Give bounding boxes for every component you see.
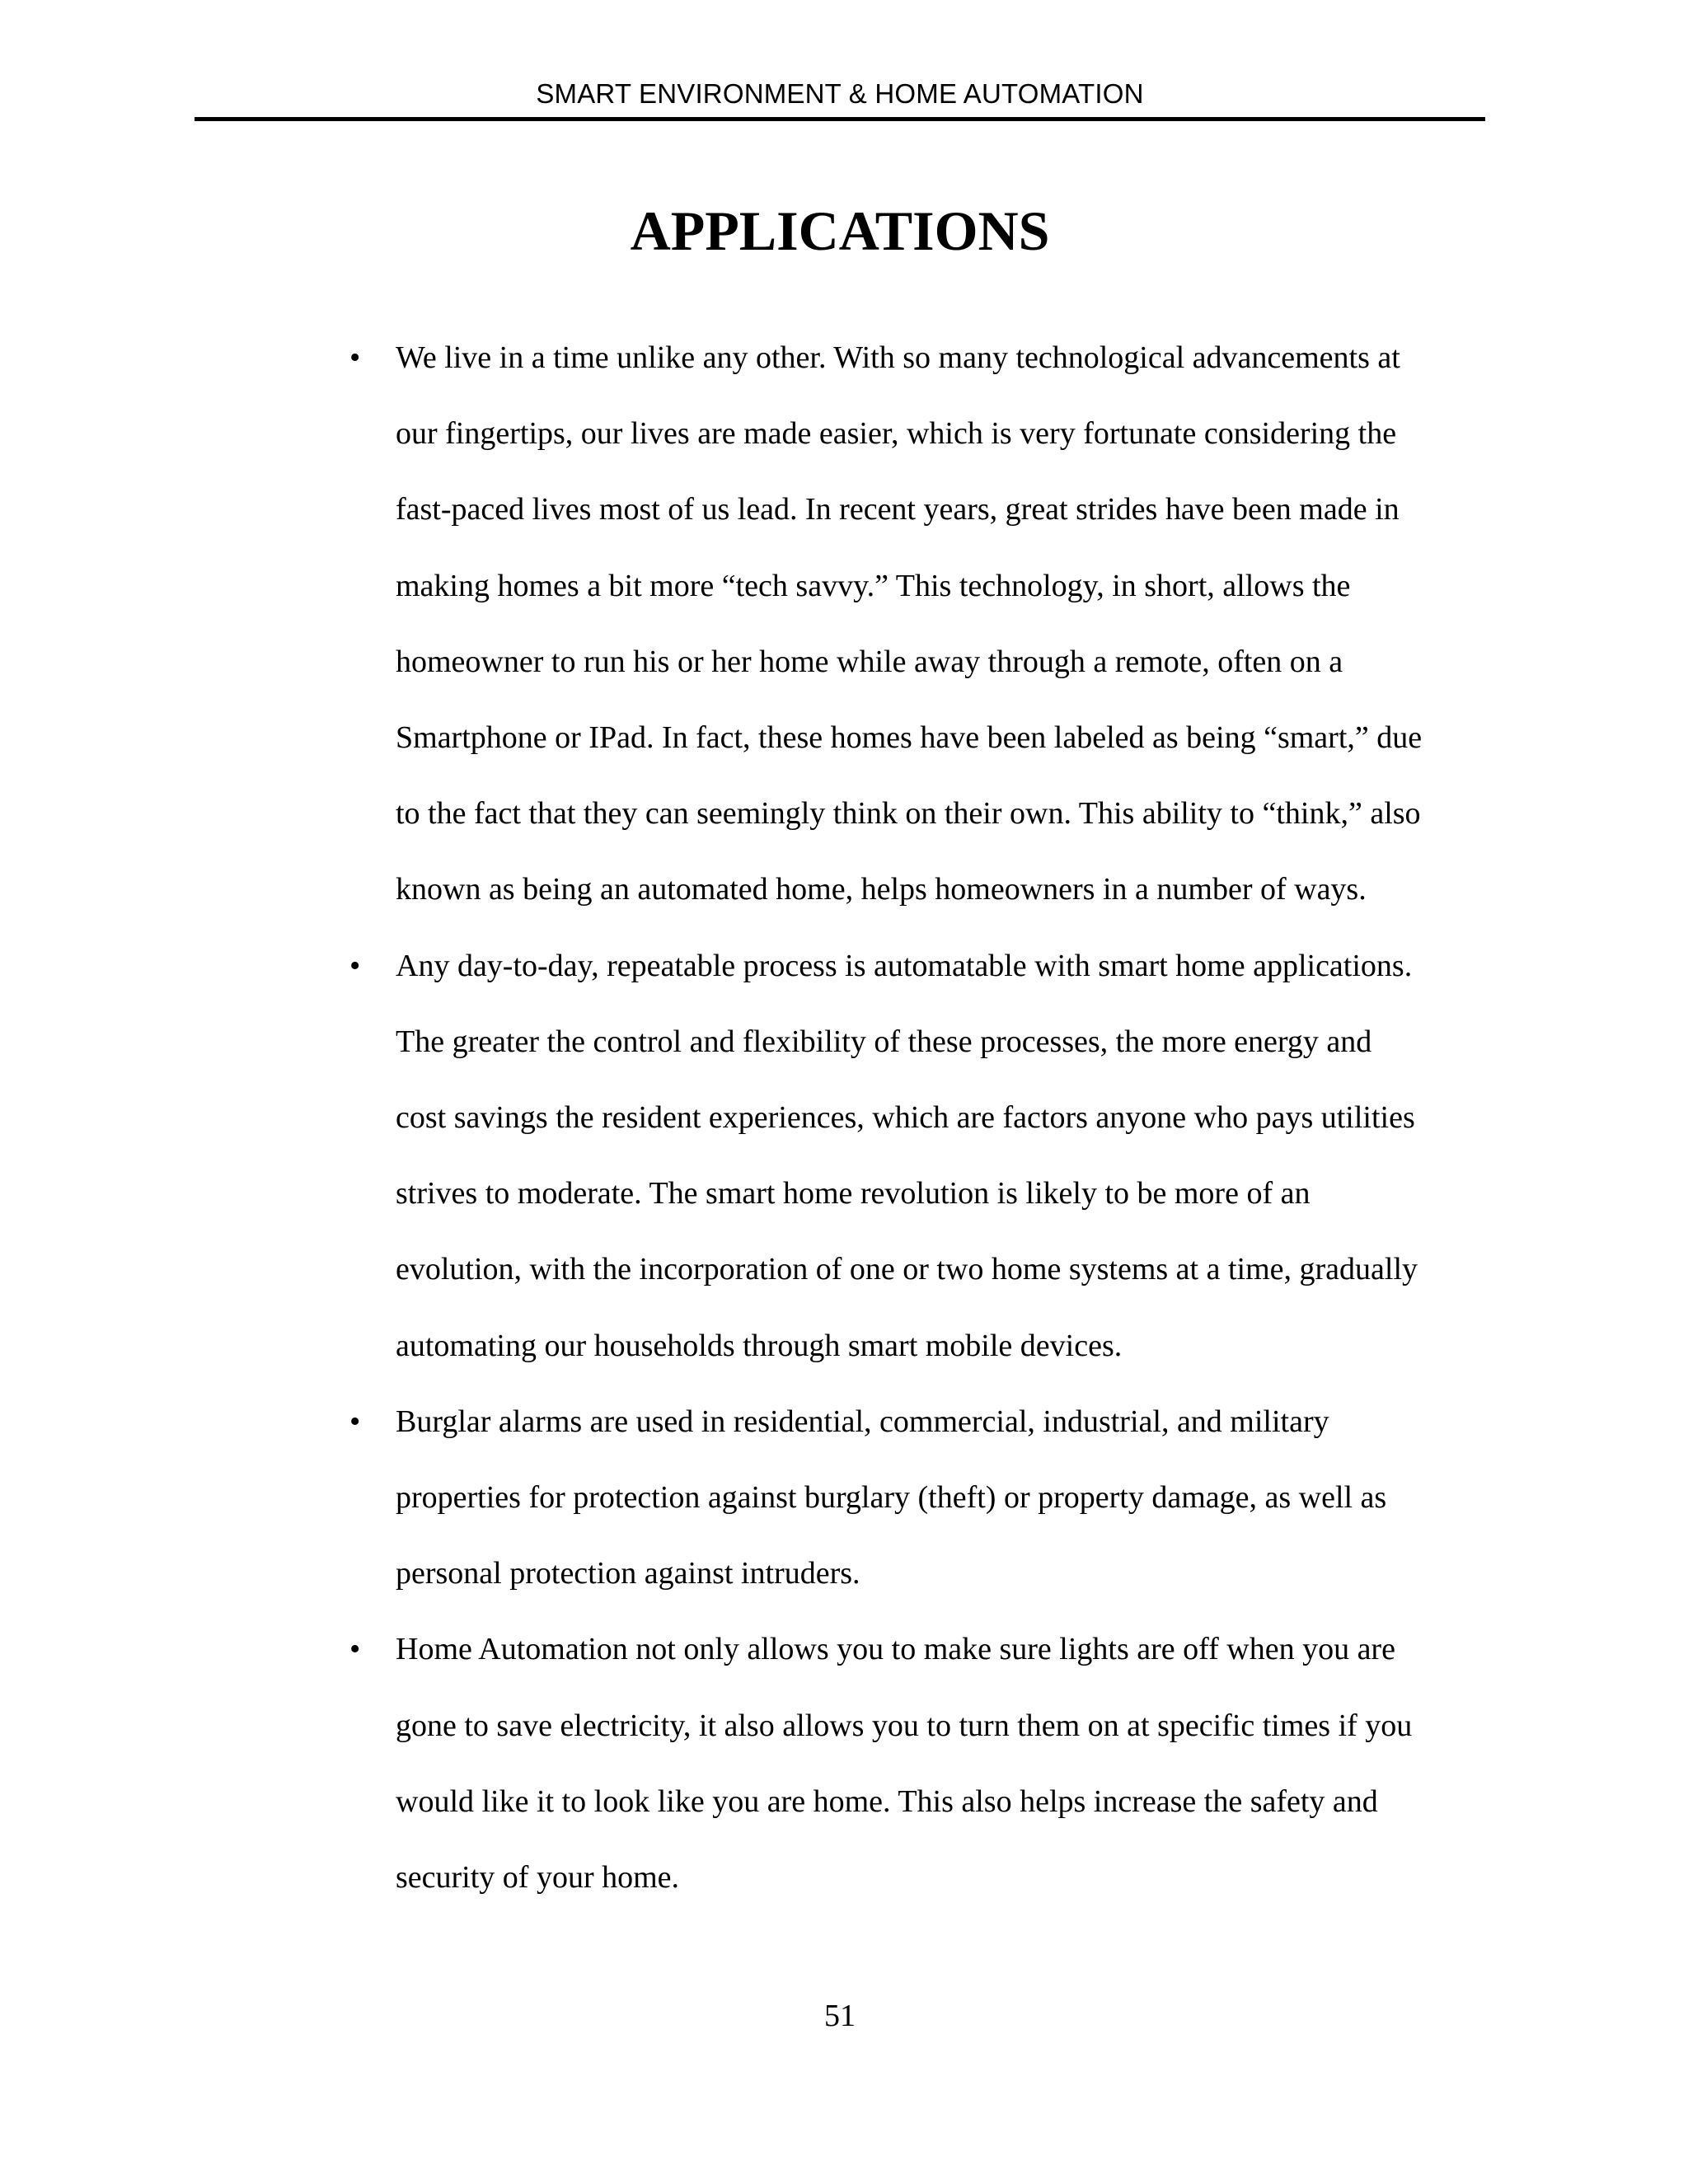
bullet-line: The greater the control and flexibility of these processes, the more energy and (396, 1024, 1372, 1059)
bullet-line: Home Automation not only allows you to make sure lights are off when you are (396, 1632, 1395, 1667)
bullet-line: known as being an automated home, helps homeowners in a number of ways. (396, 872, 1367, 907)
bullet-icon: • (349, 1404, 361, 1439)
bullet-item (345, 320, 1498, 928)
bullet-item (345, 1611, 1498, 1915)
bullet-item (345, 928, 1498, 1384)
bullet-line: fast-paced lives most of us lead. In recent years, great strides have been made in (396, 492, 1400, 527)
bullet-line: security of your home. (396, 1860, 680, 1896)
bullet-list (345, 320, 1498, 1915)
bullet-icon: • (349, 1632, 361, 1667)
bullet-line: Burglar alarms are used in residential, commercial, industrial, and military (396, 1404, 1329, 1439)
bullet-line: We live in a time unlike any other. With so many technological advancements at (396, 340, 1400, 375)
bullet-line: evolution, with the incorporation of one or two home systems at a time, gradually (396, 1252, 1418, 1287)
bullet-line: Smartphone or IPad. In fact, these homes have been labeled as being “smart,” due (396, 720, 1423, 756)
bullet-icon: • (349, 948, 361, 983)
bullet-line: to the fact that they can seemingly think on their own. This ability to “think,” also (396, 796, 1421, 832)
bullet-line: properties for protection against burglary (theft) or property damage, as well as (396, 1480, 1387, 1516)
bullet-item (345, 1384, 1498, 1612)
bullet-line: cost savings the resident experiences, which are factors anyone who pays utilities (396, 1100, 1415, 1136)
page-number: 51 (824, 1999, 856, 2033)
bullet-line: personal protection against intruders. (396, 1556, 860, 1591)
bullet-line: making homes a bit more “tech savvy.” This technology, in short, allows the (396, 568, 1351, 603)
page-title: APPLICATIONS (630, 199, 1050, 262)
bullet-line: automating our households through smart mobile devices. (396, 1328, 1123, 1363)
bullet-line: our fingertips, our lives are made easier, which is very fortunate considering the (396, 416, 1397, 452)
running-header: SMART ENVIRONMENT & HOME AUTOMATION (536, 78, 1144, 109)
bullet-line: strives to moderate. The smart home revolution is likely to be more of an (396, 1176, 1311, 1212)
header-rule (195, 117, 1485, 121)
bullet-line: Any day-to-day, repeatable process is automatable with smart home applications. (396, 948, 1413, 983)
bullet-icon: • (349, 340, 361, 375)
bullet-line: homeowner to run his or her home while away through a remote, often on a (396, 644, 1343, 679)
bullet-line: would like it to look like you are home. This also helps increase the safety and (396, 1783, 1378, 1819)
bullet-line: gone to save electricity, it also allows you to turn them on at specific times if you (396, 1708, 1413, 1743)
